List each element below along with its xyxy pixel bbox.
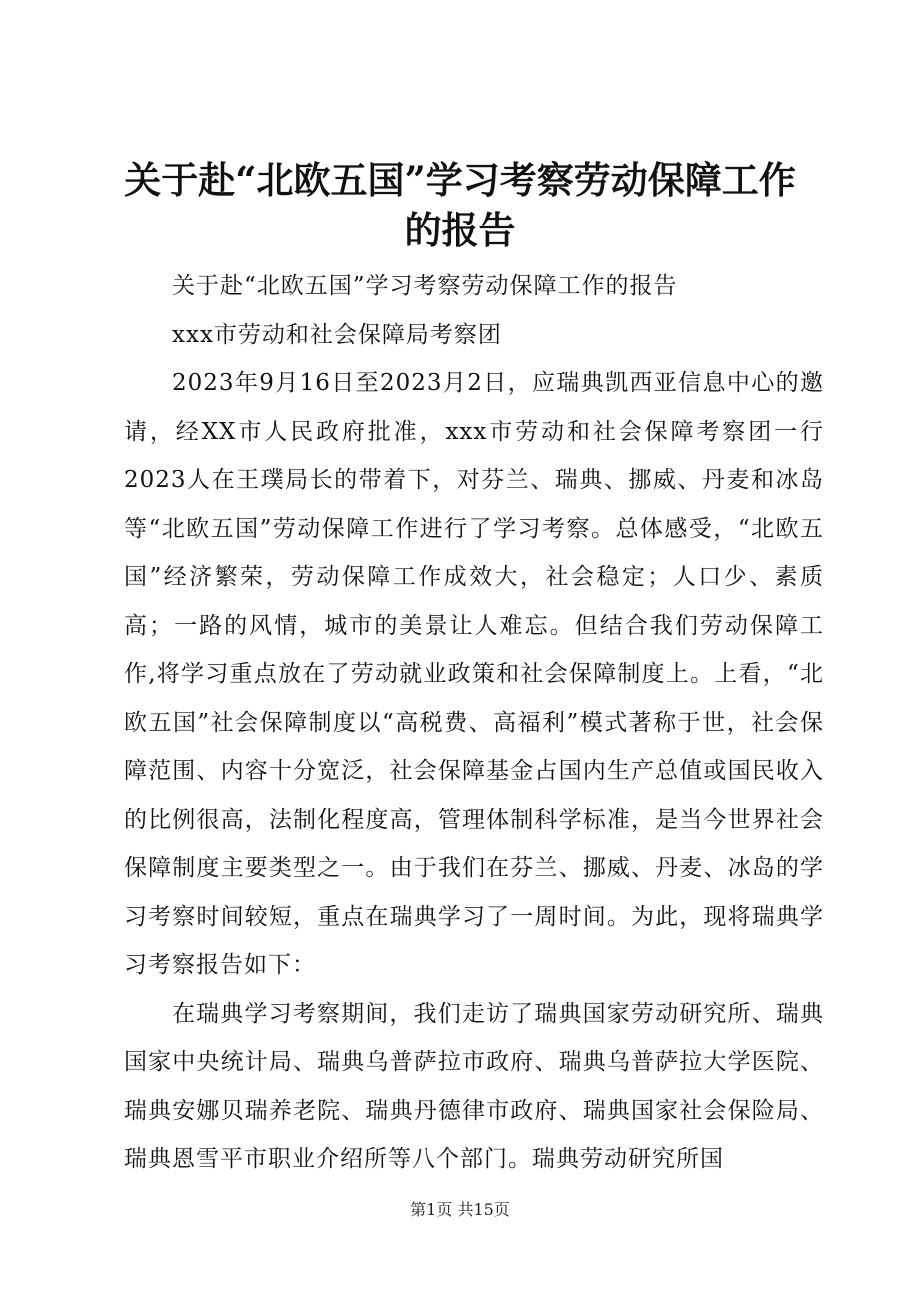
document-body: [124, 262, 824, 1184]
document-title: 关于赴“北欧五国”学习考察劳动保障工作的报告: [124, 158, 796, 252]
page-footer: 第1页 共15页: [410, 1200, 510, 1219]
body-paragraph: 2023年9月16日至2023月2日，应瑞典凯西亚信息中心的邀请，经XX市人民政府批准，xxx市劳动和社会保障考察团一行2023人在王璞局长的带着下，对芬兰、瑞典、挪威、丹麦和冰岛等“北欧五国”劳动保障工作进行了学习考察。总体感受，“北欧五国”经济繁荣，劳动保障工作成效大，社会稳定；人口少、素质高；一路的风情，城市的美景让人难忘。但结合我们劳动保障工作,将学习重点放在了劳动就业政策和社会保障制度上。上看，“北欧五国”社会保障制度以“高税费、高福利”模式著称于世，社会保障范围、内容十分宽泛，社会保障基金占国内生产总值或国民收入的比例很高，法制化程度高，管理体制科学标准，是当今世界社会保障制度主要类型之一。由于我们在芬兰、挪威、丹麦、冰岛的学习考察时间较短，重点在瑞典学习了一周时间。为此，现将瑞典学习考察报告如下：: [124, 370, 824, 978]
body-paragraph: 在瑞典学习考察期间，我们走访了瑞典国家劳动研究所、瑞典国家中央统计局、瑞典乌普萨拉市政府、瑞典乌普萨拉大学医院、瑞典安娜贝瑞养老院、瑞典丹德律市政府、瑞典国家社会保险局、瑞典恩雪平市职业介绍所等八个部门。瑞典劳动研究所国: [124, 1000, 824, 1172]
subtitle-paragraph: 关于赴“北欧五国”学习考察劳动保障工作的报告: [172, 273, 678, 299]
author-paragraph: xxx市劳动和社会保障局考察团: [172, 321, 502, 348]
